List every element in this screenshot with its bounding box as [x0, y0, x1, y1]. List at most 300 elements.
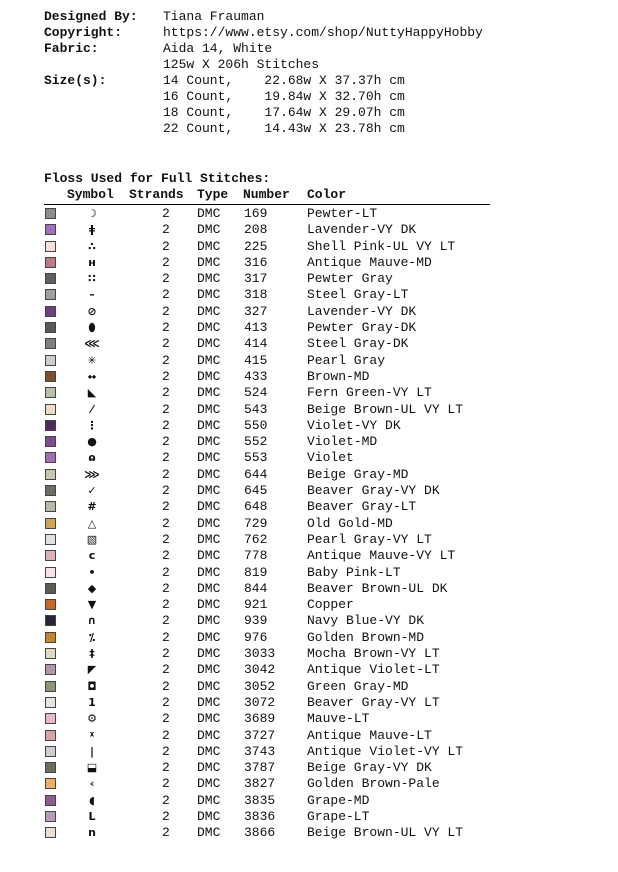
floss-type: DMC [197, 287, 221, 303]
floss-symbol: | [89, 744, 95, 758]
floss-symbol: ‡ [89, 647, 95, 661]
info-row [44, 89, 483, 105]
info-key: Designed By: [44, 9, 138, 24]
floss-strands: 2 [162, 646, 170, 662]
info-key: Copyright: [44, 25, 123, 40]
info-value: 125w X 206h Stitches [163, 57, 320, 72]
floss-row [44, 320, 494, 336]
floss-color: Pearl Gray-VY LT [307, 531, 432, 547]
floss-type: DMC [197, 352, 221, 368]
floss-symbol: ⬩⬩ [88, 369, 96, 383]
floss-row [44, 418, 494, 434]
floss-symbol: △ [87, 516, 97, 530]
floss-type: DMC [197, 711, 221, 727]
color-swatch [45, 387, 56, 398]
floss-number: 553 [244, 450, 268, 466]
floss-number: 3827 [244, 776, 276, 792]
color-swatch [45, 795, 56, 806]
floss-symbol: ‹ [89, 777, 95, 791]
floss-strands: 2 [162, 499, 170, 515]
floss-strands: 2 [162, 564, 170, 580]
floss-strands: 2 [162, 287, 170, 303]
info-key: Size(s): [44, 73, 107, 88]
floss-color: Fern Green-VY LT [307, 385, 432, 401]
floss-color: Violet-MD [307, 434, 378, 450]
floss-number: 976 [244, 629, 268, 645]
floss-row [44, 336, 494, 352]
floss-row [44, 434, 494, 450]
color-swatch [45, 648, 56, 659]
color-swatch [45, 289, 56, 300]
floss-strands: 2 [162, 222, 170, 238]
floss-number: 645 [244, 483, 268, 499]
color-swatch [45, 697, 56, 708]
floss-color: Baby Pink-LT [307, 564, 401, 580]
floss-color: Violet-VY DK [307, 417, 401, 433]
color-swatch [45, 485, 56, 496]
floss-row [44, 646, 494, 662]
floss-symbol: ⋮ [86, 418, 98, 432]
floss-strands: 2 [162, 483, 170, 499]
floss-color: Mocha Brown-VY LT [307, 646, 440, 662]
floss-symbol: ⋙ [84, 467, 100, 481]
floss-row [44, 499, 494, 515]
floss-color: Pewter Gray [307, 271, 393, 287]
floss-symbol: ✓ [87, 484, 97, 498]
color-swatch [45, 241, 56, 252]
info-value: Tiana Frauman [163, 9, 265, 24]
floss-row [44, 369, 494, 385]
floss-row [44, 679, 494, 695]
floss-number: 524 [244, 385, 268, 401]
floss-number: 433 [244, 368, 268, 384]
color-swatch [45, 681, 56, 692]
floss-strands: 2 [162, 776, 170, 792]
floss-symbol: ✳ [87, 353, 97, 367]
floss-number: 3689 [244, 711, 276, 727]
floss-row [44, 597, 494, 613]
floss-symbol: ◘ [87, 679, 97, 693]
info-value: Aida 14, White [163, 41, 273, 56]
info-row [44, 121, 483, 137]
floss-color: Mauve-LT [307, 711, 370, 727]
color-swatch [45, 827, 56, 838]
color-swatch [45, 632, 56, 643]
info-key [44, 105, 163, 121]
floss-color: Beaver Gray-LT [307, 499, 417, 515]
floss-strands: 2 [162, 401, 170, 417]
floss-number: 648 [244, 499, 268, 515]
floss-number: 550 [244, 417, 268, 433]
color-swatch [45, 664, 56, 675]
floss-row [44, 613, 494, 629]
floss-type: DMC [197, 222, 221, 238]
floss-color: Green Gray-MD [307, 678, 409, 694]
floss-type: DMC [197, 760, 221, 776]
floss-number: 3042 [244, 662, 276, 678]
floss-symbol: n [88, 826, 96, 840]
floss-symbol: ∴ [88, 239, 96, 253]
floss-type: DMC [197, 548, 221, 564]
info-value: 18 Count, 17.64w X 29.07h cm [163, 105, 405, 120]
floss-row [44, 304, 494, 320]
floss-strands: 2 [162, 417, 170, 433]
color-swatch [45, 501, 56, 512]
floss-strands: 2 [162, 580, 170, 596]
floss-number: 762 [244, 531, 268, 547]
color-swatch [45, 599, 56, 610]
floss-symbol: ◆ [87, 581, 97, 595]
color-swatch [45, 534, 56, 545]
floss-type: DMC [197, 271, 221, 287]
col-number: Number [243, 187, 290, 202]
floss-color: Shell Pink-UL VY LT [307, 238, 456, 254]
floss-type: DMC [197, 743, 221, 759]
floss-number: 543 [244, 401, 268, 417]
color-swatch [45, 567, 56, 578]
color-swatch [45, 469, 56, 480]
floss-symbol: ◖ [89, 793, 95, 807]
floss-type: DMC [197, 629, 221, 645]
floss-type: DMC [197, 613, 221, 629]
floss-color: Antique Mauve-MD [307, 254, 432, 270]
floss-strands: 2 [162, 792, 170, 808]
floss-type: DMC [197, 531, 221, 547]
floss-number: 3743 [244, 743, 276, 759]
floss-strands: 2 [162, 450, 170, 466]
color-swatch [45, 730, 56, 741]
floss-color: Grape-LT [307, 808, 370, 824]
floss-row [44, 516, 494, 532]
floss-row [44, 222, 494, 238]
floss-row [44, 255, 494, 271]
color-swatch [45, 762, 56, 773]
floss-row [44, 450, 494, 466]
floss-color: Pearl Gray [307, 352, 386, 368]
floss-strands: 2 [162, 597, 170, 613]
floss-row [44, 728, 494, 744]
floss-strands: 2 [162, 434, 170, 450]
color-swatch [45, 583, 56, 594]
floss-type: DMC [197, 368, 221, 384]
floss-color: Antique Mauve-LT [307, 727, 432, 743]
floss-number: 225 [244, 238, 268, 254]
info-key [44, 57, 163, 73]
floss-symbol: – [89, 288, 95, 302]
floss-row [44, 581, 494, 597]
floss-symbol: ǂ [89, 223, 95, 237]
floss-color: Beige Brown-UL VY LT [307, 825, 464, 841]
floss-color: Lavender-VY DK [307, 303, 417, 319]
floss-row [44, 695, 494, 711]
floss-color: Golden Brown-MD [307, 629, 425, 645]
floss-symbol: ◤ [87, 663, 97, 677]
color-swatch [45, 355, 56, 366]
floss-row [44, 711, 494, 727]
floss-symbol: ⁄ [91, 402, 93, 416]
floss-symbol: ∩ [87, 614, 97, 628]
floss-type: DMC [197, 385, 221, 401]
floss-strands: 2 [162, 352, 170, 368]
floss-number: 644 [244, 466, 268, 482]
floss-symbol: ☽ [87, 207, 97, 220]
floss-strands: 2 [162, 206, 170, 221]
floss-type: DMC [197, 646, 221, 662]
floss-strands: 2 [162, 613, 170, 629]
floss-row [44, 793, 494, 809]
floss-symbol: ɷ [88, 451, 96, 465]
floss-type: DMC [197, 499, 221, 515]
floss-strands: 2 [162, 271, 170, 287]
floss-strands: 2 [162, 303, 170, 319]
floss-number: 3836 [244, 808, 276, 824]
floss-color: Pewter Gray-DK [307, 320, 417, 336]
floss-row [44, 271, 494, 287]
floss-row [44, 825, 494, 841]
floss-strands: 2 [162, 548, 170, 564]
floss-strands: 2 [162, 662, 170, 678]
info-value: 14 Count, 22.68w X 37.37h cm [163, 73, 405, 88]
floss-color: Navy Blue-VY DK [307, 613, 425, 629]
floss-strands: 2 [162, 808, 170, 824]
info-row [44, 105, 483, 121]
info-value: 22 Count, 14.43w X 23.78h cm [163, 121, 405, 136]
info-row [44, 9, 483, 25]
floss-row [44, 239, 494, 255]
color-swatch [45, 746, 56, 757]
floss-type: DMC [197, 776, 221, 792]
floss-color: Lavender-VY DK [307, 222, 417, 238]
floss-type: DMC [197, 450, 221, 466]
floss-number: 3787 [244, 760, 276, 776]
col-strands: Strands [129, 187, 184, 202]
color-swatch [45, 713, 56, 724]
floss-color: Steel Gray-LT [307, 287, 409, 303]
pattern-info [44, 9, 483, 137]
floss-row [44, 565, 494, 581]
floss-symbol: 1 [88, 695, 96, 709]
floss-strands: 2 [162, 727, 170, 743]
floss-row [44, 630, 494, 646]
floss-symbol: ⚙ [87, 712, 97, 726]
floss-color: Beige Brown-UL VY LT [307, 401, 464, 417]
floss-type: DMC [197, 580, 221, 596]
floss-strands: 2 [162, 694, 170, 710]
color-swatch [45, 338, 56, 349]
floss-color: Antique Violet-VY LT [307, 743, 464, 759]
floss-color: Beaver Brown-UL DK [307, 580, 448, 596]
floss-strands: 2 [162, 254, 170, 270]
floss-row [44, 353, 494, 369]
col-symbol: Symbol [67, 187, 114, 202]
floss-number: 939 [244, 613, 268, 629]
floss-number: 413 [244, 320, 268, 336]
floss-symbol: ▼ [87, 598, 97, 612]
floss-row [44, 776, 494, 792]
floss-symbol: ᵡ [89, 728, 95, 742]
floss-number: 208 [244, 222, 268, 238]
floss-row [44, 287, 494, 303]
floss-strands: 2 [162, 368, 170, 384]
floss-strands: 2 [162, 629, 170, 645]
floss-strands: 2 [162, 531, 170, 547]
floss-number: 778 [244, 548, 268, 564]
floss-strands: 2 [162, 238, 170, 254]
floss-color: Beige Gray-VY DK [307, 760, 432, 776]
floss-symbol: ⁒ [88, 630, 96, 644]
floss-symbol: ∷ [88, 272, 96, 286]
floss-symbol: ◣ [87, 386, 97, 400]
floss-color: Golden Brown-Pale [307, 776, 440, 792]
floss-number: 317 [244, 271, 268, 287]
floss-color: Antique Violet-LT [307, 662, 440, 678]
floss-color: Pewter-LT [307, 206, 378, 221]
floss-strands: 2 [162, 760, 170, 776]
floss-row [44, 548, 494, 564]
floss-row [44, 385, 494, 401]
color-swatch [45, 811, 56, 822]
floss-row [44, 809, 494, 825]
floss-column-headers [44, 187, 490, 205]
color-swatch [45, 273, 56, 284]
floss-color: Beaver Gray-VY LT [307, 694, 440, 710]
color-swatch [45, 452, 56, 463]
floss-symbol: ⬮ [88, 321, 96, 335]
floss-type: DMC [197, 727, 221, 743]
floss-strands: 2 [162, 320, 170, 336]
color-swatch [45, 208, 56, 219]
floss-number: 729 [244, 515, 268, 531]
floss-strands: 2 [162, 515, 170, 531]
floss-type: DMC [197, 303, 221, 319]
floss-symbol: • [88, 565, 96, 579]
floss-strands: 2 [162, 678, 170, 694]
floss-row [44, 467, 494, 483]
floss-type: DMC [197, 336, 221, 352]
floss-color: Old Gold-MD [307, 515, 393, 531]
color-swatch [45, 224, 56, 235]
floss-row [44, 206, 494, 222]
floss-number: 414 [244, 336, 268, 352]
floss-type: DMC [197, 564, 221, 580]
floss-strands: 2 [162, 825, 170, 841]
floss-row [44, 483, 494, 499]
info-value: 16 Count, 19.84w X 32.70h cm [163, 89, 405, 104]
floss-color: Brown-MD [307, 368, 370, 384]
floss-number: 3866 [244, 825, 276, 841]
color-swatch [45, 420, 56, 431]
color-swatch [45, 371, 56, 382]
floss-number: 3072 [244, 694, 276, 710]
floss-symbol: L [88, 809, 96, 823]
info-value: https://www.etsy.com/shop/NuttyHappyHobby [163, 25, 483, 40]
col-color: Color [307, 187, 347, 202]
floss-symbol: ⋘ [84, 337, 100, 351]
floss-type: DMC [197, 466, 221, 482]
floss-type: DMC [197, 238, 221, 254]
info-row [44, 41, 483, 57]
floss-type: DMC [197, 597, 221, 613]
floss-row [44, 744, 494, 760]
floss-type: DMC [197, 417, 221, 433]
floss-symbol: ● [87, 435, 97, 449]
floss-number: 3727 [244, 727, 276, 743]
color-swatch [45, 322, 56, 333]
floss-type: DMC [197, 515, 221, 531]
floss-number: 3835 [244, 792, 276, 808]
info-key [44, 89, 163, 105]
floss-row [44, 532, 494, 548]
floss-number: 327 [244, 303, 268, 319]
floss-type: DMC [197, 401, 221, 417]
floss-symbol: # [87, 500, 97, 514]
floss-number: 3052 [244, 678, 276, 694]
floss-strands: 2 [162, 743, 170, 759]
floss-type: DMC [197, 254, 221, 270]
floss-list [44, 206, 494, 842]
floss-strands: 2 [162, 466, 170, 482]
color-swatch [45, 257, 56, 268]
floss-type: DMC [197, 808, 221, 824]
floss-row [44, 760, 494, 776]
floss-type: DMC [197, 434, 221, 450]
floss-symbol: ʜ [88, 255, 96, 269]
floss-number: 921 [244, 597, 268, 613]
color-swatch [45, 518, 56, 529]
floss-type: DMC [197, 206, 221, 221]
col-type: Type [197, 187, 229, 202]
info-row [44, 57, 483, 73]
floss-color: Copper [307, 597, 354, 613]
floss-type: DMC [197, 678, 221, 694]
floss-color: Violet [307, 450, 354, 466]
floss-number: 3033 [244, 646, 276, 662]
floss-symbol: c [88, 549, 96, 563]
floss-symbol: ⬓ [86, 761, 98, 775]
floss-color: Beige Gray-MD [307, 466, 409, 482]
floss-number: 819 [244, 564, 268, 580]
floss-symbol: ▧ [86, 532, 98, 546]
info-row [44, 25, 483, 41]
floss-number: 316 [244, 254, 268, 270]
floss-strands: 2 [162, 711, 170, 727]
floss-color: Grape-MD [307, 792, 370, 808]
floss-heading: Floss Used for Full Stitches: [44, 171, 271, 186]
floss-strands: 2 [162, 385, 170, 401]
color-swatch [45, 306, 56, 317]
floss-number: 318 [244, 287, 268, 303]
floss-number: 169 [244, 206, 268, 221]
floss-strands: 2 [162, 336, 170, 352]
info-row [44, 73, 483, 89]
info-key [44, 121, 163, 137]
color-swatch [45, 436, 56, 447]
floss-color: Antique Mauve-VY LT [307, 548, 456, 564]
floss-number: 844 [244, 580, 268, 596]
floss-number: 552 [244, 434, 268, 450]
color-swatch [45, 550, 56, 561]
floss-color: Steel Gray-DK [307, 336, 409, 352]
floss-type: DMC [197, 792, 221, 808]
color-swatch [45, 778, 56, 789]
floss-type: DMC [197, 320, 221, 336]
color-swatch [45, 615, 56, 626]
floss-type: DMC [197, 483, 221, 499]
color-swatch [45, 404, 56, 415]
floss-row [44, 402, 494, 418]
floss-color: Beaver Gray-VY DK [307, 483, 440, 499]
floss-type: DMC [197, 662, 221, 678]
